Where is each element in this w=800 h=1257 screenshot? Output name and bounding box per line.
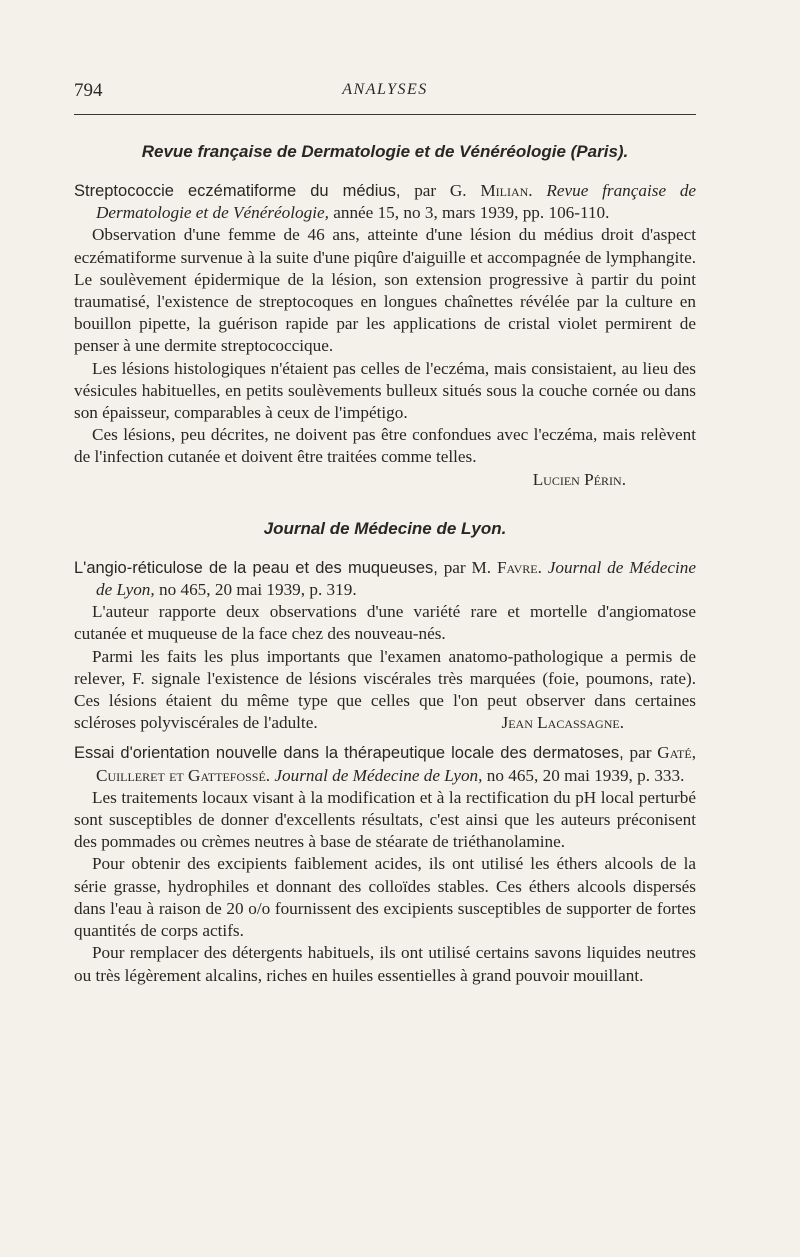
article-author: Milian.	[480, 181, 533, 200]
running-head	[74, 80, 696, 104]
article	[74, 742, 696, 986]
article-journal: Revue française de Dermatologie et de Vénéréologie,	[96, 181, 697, 223]
signature: Jean Lacassagne.	[501, 713, 624, 733]
section-title: Revue française de Dermatologie et de Vénéréologie (Paris).	[141, 142, 629, 161]
article-title: Streptococcie eczématiforme du médius,	[74, 182, 401, 200]
article-citation: no 465, 20 mai 1939, p. 319.	[158, 580, 357, 600]
paragraph: Ces lésions, peu décrites, ne doivent pas être confondues avec l'eczéma, mais relèvent de l'infection cutanée et doivent être traitées comme telles.	[74, 425, 696, 467]
article-title: L'angio-réticulose de la peau et des muqueuses,	[74, 558, 438, 577]
signature: Lucien Périn.	[532, 469, 626, 489]
article-heading	[74, 742, 696, 786]
article-by: par G.	[414, 181, 467, 200]
page-number: 794	[74, 80, 103, 101]
paragraph: Observation d'une femme de 46 ans, atteinte d'une lésion du médius droit d'aspect eczématiforme survenue à la suite d'une piqûre d'aiguille et accompagnée de lymphangite. Le soulèvement épidermique de la lésion, son extension progressive à partir du point traumatisé, l'existence de streptocoques en longues chaînettes révélée par la culture en bouillon pipette, la guérison rapide par les applications de cristal violet permirent de penser à une dermite streptococcique.	[74, 225, 696, 356]
article-title: Essai d'orientation nouvelle dans la thérapeutique locale des dermatoses,	[74, 744, 624, 763]
article	[74, 180, 696, 491]
paragraph: Les traitements locaux visant à la modification et à la rectification du pH local perturbé sont susceptibles de donner d'excellents résultats, c'est ainsi que les auteurs préconisent des pommades ou crèmes neutres à base de stéarate de triéthanolamine.	[74, 787, 696, 852]
article	[74, 557, 696, 735]
article-author: Favre.	[496, 557, 542, 577]
paragraph: Pour remplacer des détergents habituels, ils ont utilisé certains savons liquides neutres ou très légèrement alcalins, riches en huiles essentielles à grand pouvoir mouillant.	[74, 943, 696, 985]
article-journal: Journal de Médecine de Lyon,	[96, 557, 696, 600]
paragraph: Pour obtenir des excipients faiblement acides, ils ont utilisé les éthers alcools de la série grasse, hydrophiles et donnant des colloïdes stables. Ces éthers alcools dispersés dans l'eau à raison de 20 o/o fournissent des excipients susceptibles de supporter de fortes quantités de corps actifs.	[74, 854, 696, 941]
paragraph	[74, 646, 696, 735]
article-heading	[74, 180, 696, 224]
paragraph: L'auteur rapporte deux observations d'une variété rare et mortelle d'angiomatose cutanée et muqueuse de la face chez des nouveau-nés.	[74, 602, 696, 644]
paragraph-text: Parmi les faits les plus importants que l'examen anatomo-pathologique a permis de relever, F. signale l'existence de lésions viscérales très marquées (foie, poumons, rate). Ces lésions étaient du même type que celles que l'on peut observer dans certaines scléroses polyviscérales de l'adulte.	[74, 646, 696, 733]
running-title: ANALYSES	[342, 81, 428, 98]
article-author: Gaté, Cuilleret et Gattefossé.	[96, 743, 696, 785]
article-by: par	[629, 743, 652, 763]
article-citation: no 465, 20 mai 1939, p. 333.	[486, 765, 685, 785]
section-title: Journal de Médecine de Lyon.	[263, 518, 507, 538]
article-by: par M.	[443, 557, 492, 577]
paragraph: Les lésions histologiques n'étaient pas celles de l'eczéma, mais consistaient, au lieu des vésicules habituelles, en petits soulèvements bulleux situés sous la couche cornée ou dans son épaisseur, comparables à ceux de l'impétigo.	[74, 358, 696, 423]
header-rule	[74, 114, 696, 115]
article-journal: Journal de Médecine de Lyon,	[274, 765, 483, 785]
article-citation: année 15, no 3, mars 1939, pp. 106-110.	[333, 203, 610, 223]
content	[74, 140, 696, 987]
article-heading	[74, 557, 696, 601]
